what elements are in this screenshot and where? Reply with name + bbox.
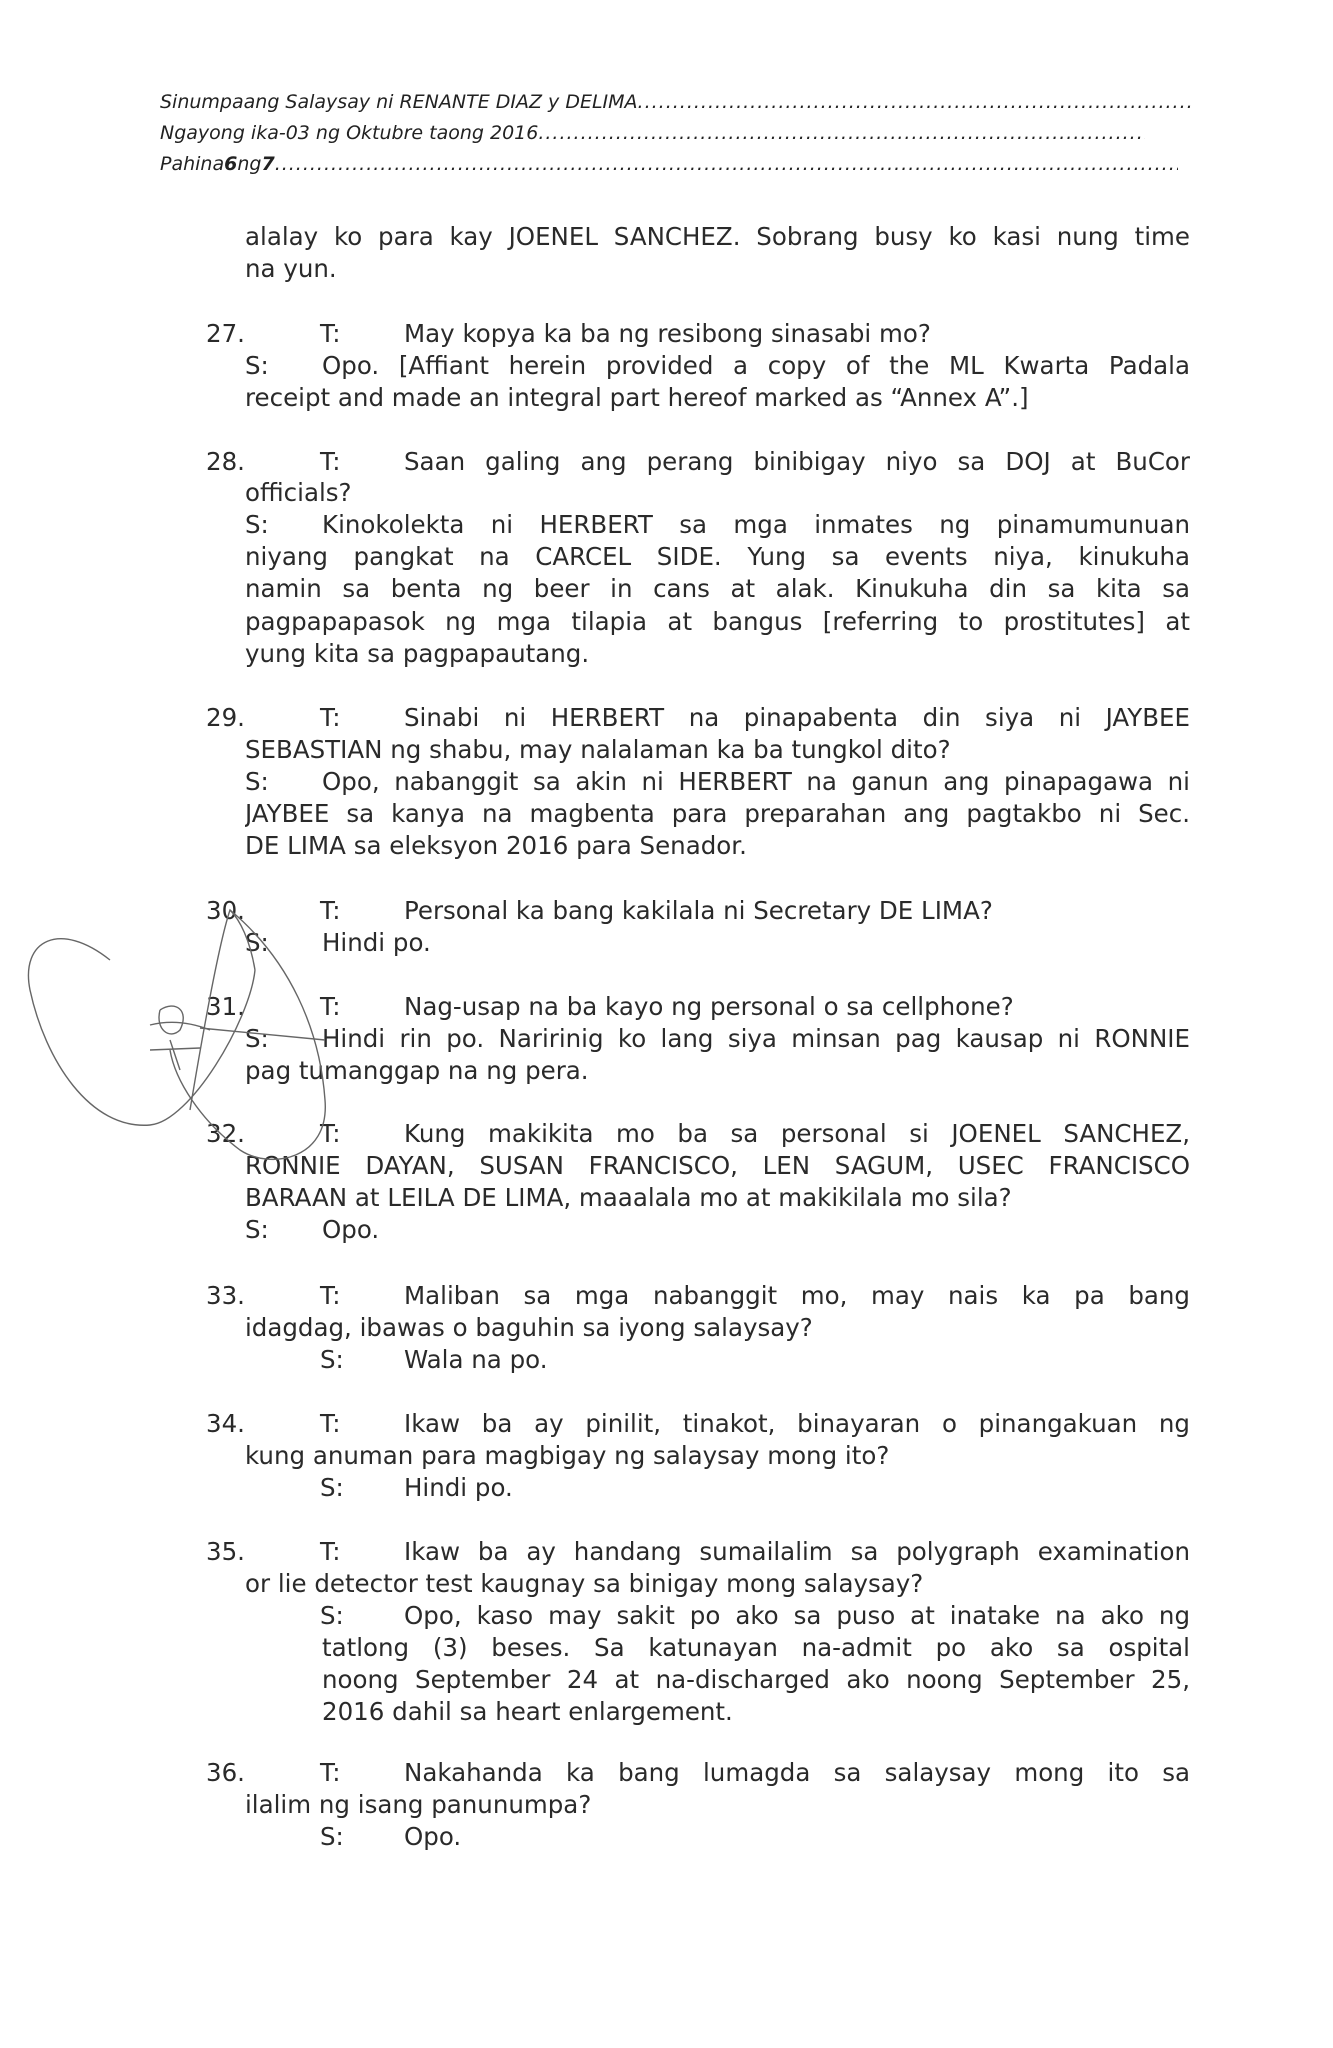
- line-text: Opo. [Affiant herein provided a copy of the ML Kwarta Padala: [322, 351, 1190, 380]
- statement-line: [0, 1344, 1333, 1376]
- statement-line: [0, 1757, 1333, 1789]
- line-text: May kopya ka ba ng resibong sinasabi mo?: [404, 319, 931, 348]
- header-line-1: [160, 90, 1192, 114]
- line-text: tatlong (3) beses. Sa katunayan na-admit po ako sa ospital: [322, 1633, 1190, 1662]
- answer-label: S:: [320, 1601, 344, 1630]
- question-label: T:: [320, 703, 341, 732]
- line-text: DE LIMA sa eleksyon 2016 para Senador.: [245, 831, 747, 860]
- statement-line: [0, 606, 1333, 638]
- item-number: 35.: [206, 1537, 245, 1566]
- answer-label: S:: [320, 1822, 344, 1851]
- statement-line: [0, 1664, 1333, 1696]
- question-label: T:: [320, 1281, 341, 1310]
- statement-line: [0, 1472, 1333, 1504]
- header-title: Sinumpaang Salaysay ni RENANTE DIAZ y DELIMA: [160, 91, 638, 113]
- statement-line: [0, 541, 1333, 573]
- statement-line: [0, 1440, 1333, 1472]
- line-text: niyang pangkat na CARCEL SIDE. Yung sa events niya, kinukuha: [245, 542, 1190, 571]
- line-text: RONNIE DAYAN, SUSAN FRANCISCO, LEN SAGUM, USEC FRANCISCO: [245, 1151, 1190, 1180]
- statement-line: [0, 1600, 1333, 1632]
- line-text: Maliban sa mga nabanggit mo, may nais ka pa bang: [404, 1281, 1190, 1310]
- question-label: T:: [320, 319, 341, 348]
- statement-line: [0, 1536, 1333, 1568]
- statement-line: [0, 1789, 1333, 1821]
- line-text: pagpapapasok ng mga tilapia at bangus [referring to prostitutes] at: [245, 607, 1190, 636]
- line-text: Hindi po.: [322, 928, 431, 957]
- line-text: Ikaw ba ay handang sumailalim sa polygraph examination: [404, 1537, 1190, 1566]
- line-text: Opo, nabanggit sa akin ni HERBERT na ganun ang pinapagawa ni: [322, 767, 1190, 796]
- line-text: receipt and made an integral part hereof marked as “Annex A”.]: [245, 383, 1029, 412]
- line-text: ilalim ng isang panunumpa?: [245, 1790, 592, 1819]
- answer-label: S:: [245, 351, 269, 380]
- signature-mark: [0, 900, 420, 1220]
- statement-line: [0, 798, 1333, 830]
- statement-line: [0, 638, 1333, 670]
- statement-line: [0, 1568, 1333, 1600]
- header-line-2: [160, 121, 1145, 145]
- answer-label: S:: [245, 1024, 269, 1053]
- statement-line: [0, 318, 1333, 350]
- line-text: Opo.: [404, 1822, 462, 1851]
- statement-line: [0, 221, 1333, 253]
- statement-line: [0, 830, 1333, 862]
- header-line-3: [160, 152, 1178, 176]
- answer-label: S:: [320, 1473, 344, 1502]
- line-text: kung anuman para magbigay ng salaysay mong ito?: [245, 1441, 890, 1470]
- statement-line: [0, 509, 1333, 541]
- statement-line: [0, 734, 1333, 766]
- statement-line: [0, 446, 1333, 478]
- page-of: ng: [237, 153, 262, 175]
- line-text: Nag-usap na ba kayo ng personal o sa cellphone?: [404, 992, 1014, 1021]
- statement-line: [0, 766, 1333, 798]
- item-number: 31.: [206, 992, 245, 1021]
- line-text: Sinabi ni HERBERT na pinapabenta din siya ni JAYBEE: [404, 703, 1190, 732]
- line-text: Wala na po.: [404, 1345, 548, 1374]
- line-text: Kung makikita mo ba sa personal si JOENEL SANCHEZ,: [404, 1119, 1190, 1148]
- question-label: T:: [320, 1119, 341, 1148]
- question-label: T:: [320, 992, 341, 1021]
- item-number: 30.: [206, 896, 245, 925]
- item-number: 36.: [206, 1758, 245, 1787]
- line-text: SEBASTIAN ng shabu, may nalalaman ka ba tungkol dito?: [245, 735, 951, 764]
- line-text: 2016 dahil sa heart enlargement.: [322, 1697, 733, 1726]
- header-date: Ngayong ika-03 ng Oktubre taong 2016: [160, 122, 539, 144]
- answer-label: S:: [245, 1215, 269, 1244]
- line-text: officials?: [245, 478, 352, 507]
- item-number: 28.: [206, 447, 245, 476]
- item-number: 27.: [206, 319, 245, 348]
- statement-line: [0, 253, 1333, 285]
- line-text: idagdag, ibawas o baguhin sa iyong salaysay?: [245, 1313, 813, 1342]
- statement-line: [0, 1821, 1333, 1853]
- statement-line: [0, 382, 1333, 414]
- answer-label: S:: [245, 510, 269, 539]
- line-text: pag tumanggap na ng pera.: [245, 1056, 589, 1085]
- line-text: alalay ko para kay JOENEL SANCHEZ. Sobrang busy ko kasi nung time: [245, 222, 1190, 251]
- line-text: na yun.: [245, 254, 337, 283]
- item-number: 34.: [206, 1409, 245, 1438]
- statement-line: [0, 1696, 1333, 1728]
- question-label: T:: [320, 447, 341, 476]
- line-text: namin sa benta ng beer in cans at alak. Kinukuha din sa kita sa: [245, 574, 1190, 603]
- line-text: Nakahanda ka bang lumagda sa salaysay mong ito sa: [404, 1758, 1190, 1787]
- item-number: 29.: [206, 703, 245, 732]
- page-label: Pahina: [160, 153, 225, 175]
- statement-line: [0, 1312, 1333, 1344]
- answer-label: S:: [245, 928, 269, 957]
- page-number: 6: [224, 153, 238, 175]
- item-number: 33.: [206, 1281, 245, 1310]
- line-text: noong September 24 at na-discharged ako noong September 25,: [322, 1665, 1190, 1694]
- line-text: Hindi po.: [404, 1473, 513, 1502]
- page-total: 7: [261, 153, 275, 175]
- answer-label: S:: [320, 1345, 344, 1374]
- line-text: Hindi rin po. Naririnig ko lang siya minsan pag kausap ni RONNIE: [322, 1024, 1190, 1053]
- line-text: JAYBEE sa kanya na magbenta para preparahan ang pagtakbo ni Sec.: [245, 799, 1190, 828]
- answer-label: S:: [245, 767, 269, 796]
- question-label: T:: [320, 1537, 341, 1566]
- statement-line: [0, 350, 1333, 382]
- statement-line: [0, 1632, 1333, 1664]
- statement-line: [0, 1280, 1333, 1312]
- line-text: Opo, kaso may sakit po ako sa puso at inatake na ako ng: [404, 1601, 1190, 1630]
- line-text: yung kita sa pagpapautang.: [245, 639, 590, 668]
- question-label: T:: [320, 1758, 341, 1787]
- statement-line: [0, 477, 1333, 509]
- statement-line: [0, 702, 1333, 734]
- question-label: T:: [320, 1409, 341, 1438]
- line-text: BARAAN at LEILA DE LIMA, maaalala mo at makikilala mo sila?: [245, 1183, 1012, 1212]
- statement-line: [0, 1408, 1333, 1440]
- question-label: T:: [320, 896, 341, 925]
- line-text: Kinokolekta ni HERBERT sa mga inmates ng pinamumunuan: [322, 510, 1190, 539]
- line-text: Ikaw ba ay pinilit, tinakot, binayaran o pinangakuan ng: [404, 1409, 1190, 1438]
- statement-line: [0, 573, 1333, 605]
- line-text: Personal ka bang kakilala ni Secretary DE LIMA?: [404, 896, 993, 925]
- line-text: or lie detector test kaugnay sa binigay mong salaysay?: [245, 1569, 924, 1598]
- line-text: Opo.: [322, 1215, 380, 1244]
- line-text: Saan galing ang perang binibigay niyo sa DOJ at BuCor: [404, 447, 1190, 476]
- item-number: 32.: [206, 1119, 245, 1148]
